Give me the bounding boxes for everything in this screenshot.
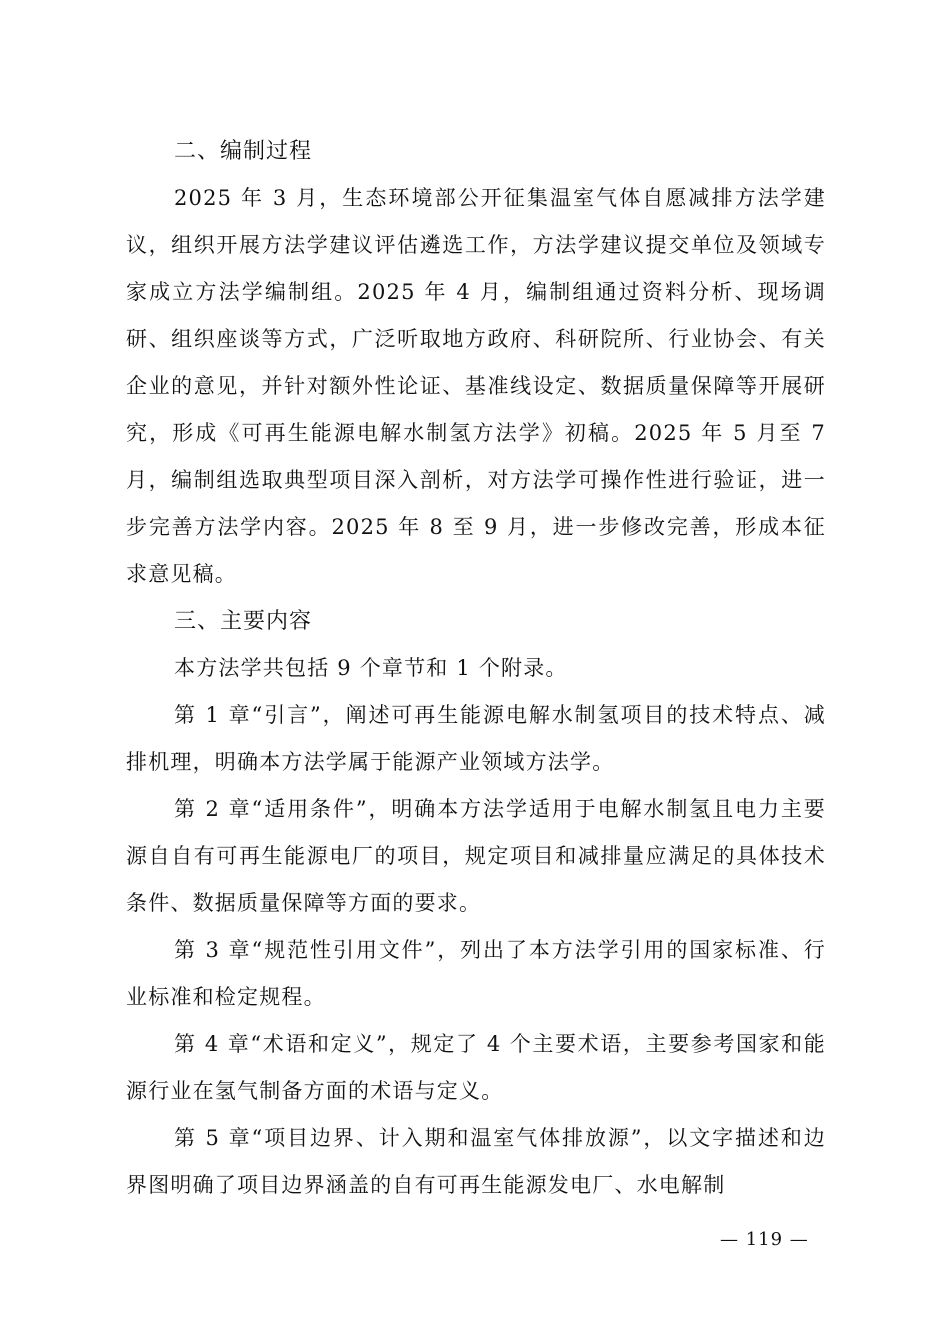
paragraph-chapter-1: 第 1 章“引言”，阐述可再生能源电解水制氢项目的技术特点、减排机理，明确本方法学属于能源产业领域方法学。 xyxy=(126,703,826,774)
paragraph-compilation-process: 2025 年 3 月，生态环境部公开征集温室气体自愿减排方法学建议，组织开展方法学建议评估遴选工作，方法学建议提交单位及领域专家成立方法学编制组。2025 年 4 月，编制组通过资料分析、现场调研、组织座谈等方式，广泛听取地方政府、科研院所、行业协会、有关企业的意见，并针对额外性论证、基准线设定、数据质量保障等开展研究，形成《可再生能源电解水制氢方法学》初稿。2025 年 5 月至 7 月，编制组选取典型项目深入剖析，对方法学可操作性进行验证，进一步完善方法学内容。2025 年 8 至 9 月，进一步修改完善，形成本征求意见稿。 xyxy=(126,186,826,586)
paragraph-chapter-3: 第 3 章“规范性引用文件”，列出了本方法学引用的国家标准、行业标准和检定规程。 xyxy=(126,938,826,1009)
paragraph-chapter-4: 第 4 章“术语和定义”，规定了 4 个主要术语，主要参考国家和能源行业在氢气制备方面的术语与定义。 xyxy=(126,1032,826,1103)
section-heading-main-content: 三、主要内容 xyxy=(174,609,313,634)
paragraph-overview: 本方法学共包括 9 个章节和 1 个附录。 xyxy=(174,656,568,680)
page-number: — 119 — xyxy=(720,1229,809,1250)
document-page xyxy=(126,128,826,1209)
section-heading-compilation-process: 二、编制过程 xyxy=(174,139,313,164)
paragraph-chapter-2: 第 2 章“适用条件”，明确本方法学适用于电解水制氢且电力主要源自自有可再生能源电厂的项目，规定项目和减排量应满足的具体技术条件、数据质量保障等方面的要求。 xyxy=(126,797,826,915)
paragraph-chapter-5: 第 5 章“项目边界、计入期和温室气体排放源”，以文字描述和边界图明确了项目边界涵盖的自有可再生能源发电厂、水电解制 xyxy=(126,1126,826,1197)
